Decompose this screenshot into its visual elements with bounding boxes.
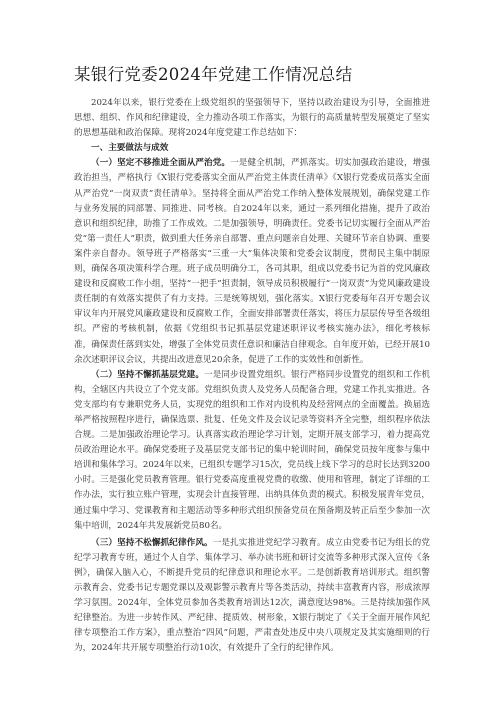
paragraph-lead: （一）坚定不移推进全面从严治党。 — [91, 158, 231, 169]
paragraph-lead: （三）坚持不松懈抓纪律作风。 — [91, 537, 213, 548]
paragraph-discipline-style — [74, 536, 430, 657]
paragraph-body: 一是同步设置党组织。银行严格同步设置党的组织和工作机构，全辖区内共设立了个党支部。党组织负责人及党务人员配备合理，党建工作扎实推进。各党支部均有专兼职党务人员，实现党的组织和工作对内设机构及经营网点的全面覆盖。换届选举严格按照程序进行，确保选票、批复、任免文件及会议记录等资料齐全完整，组织程序依法合规。二是加强政治理论学习。认真落实政治理论学习计划，定期开展支部学习，着力提高党员政治理论水平。确保党委班子及基层党支部书记的集中轮训时间，确保党员按年度参与集中培训和集体学习。2024年以来，已组织专题学习15次，党员线上线下学习的总时长达到3200小时。三是强化党员教育管理。银行党委高度重视党费的收缴、使用和管理，制定了详细的工作办法，实行独立账户管理，实现会计直接管理、出纳具体负责的模式。积极发展青年党员，通过集中学习、党课教育和主题活动等多种形式组织预备党员在预备期及转正后至少参加一次集中培训，2024年共发展新党员80名。 — [74, 369, 430, 531]
paragraph-strict-governance — [74, 156, 430, 367]
intro-paragraph: 2024年以来，银行党委在上级党组织的坚强领导下，坚持以政治建设为引导，全面推进思想、组织、作风和纪律建设，全力推动各项工作落实，为银行的高质量转型发展奠定了坚实的思想基础和政治保障。现将2024年度党建工作总结如下： — [74, 98, 430, 139]
paragraph-grassroots-party-building — [74, 368, 430, 534]
paragraph-body: 一是扎实推进党纪学习教育。成立由党委书记为组长的党纪学习教育专班，通过个人自学、集体学习、举办读书班和研讨交流等多种形式深入宣传《条例》，确保入脑入心，不断提升党员的纪律意识和理论水平。二是创新教育培训形式。组织警示教育会、党委书记专题党课以及观影警示教育片等各类活动，持续丰富教育内容，形成浓厚学习氛围。2024年，全体党员参加各类教育培训达12次，满意度达98%。三是持续加强作风纪律整治。为进一步转作风、严纪律、提质效、树形象，X银行制定了《关于全面开展作风纪律专项整治工作方案》，重点整治“四风”问题，严肃查处违反中央八项规定及其实施细则的行为，2024年共开展专项整治行动10次，有效提升了全行的纪律作风。 — [74, 537, 430, 654]
document-body — [74, 96, 430, 656]
paragraph-body: 一是健全机制，严抓落实。切实加强政治建设，增强政治担当，严格执行《X银行党委落实全面从严治党主体责任清单》《X银行党委成员落实全面从严治党“一岗双责”责任清单》。坚持将全面从严治党工作纳入整体发展规划，确保党建工作与业务发展的同部署、同推进、同考核。自2024年以来，通过一系列细化措施，提升了政治意识和组织纪律，助推了工作成效。二是加强领导，明确责任。党委书记切实履行全面从严治党“第一责任人”职责，做到重大任务亲自部署、重点问题亲自处理、关键环节亲自协调、重要案件亲自督办。领导班子严格落实“三重一大”集体决策和党委会议制度，贯彻民主集中制原则，确保各项决策科学合理。班子成员明确分工，各司其职，组成以党委书记为首的党风廉政建设和反腐败工作小组，坚持“一把手”担责制，领导成员积极履行“一岗双责”为党风廉政建设责任制的有效落实提供了有力支持。三是统筹规划，强化落实。X银行党委每年召开专题会议审议年内开展党风廉政建设和反腐败工作，全面安排部署责任落实，将压力层层传导至各级组织。严密的考核机制，依据《党组织书记抓基层党建述职评议考核实施办法》，细化考核标准，确保责任落到实处，增强了全体党员责任意识和廉洁自律观念。自年度开始，已经开展10余次述职评议会议，共提出改进意见20余条，促进了工作的实效性和创新性。 — [74, 158, 430, 365]
document-title: 某银行党委2024年党建工作情况总结 — [74, 65, 353, 84]
paragraph-lead: （二）坚持不懈抓基层党建。 — [91, 369, 205, 380]
section-heading-main-practices: 一、主要做法与成效 — [91, 143, 169, 154]
